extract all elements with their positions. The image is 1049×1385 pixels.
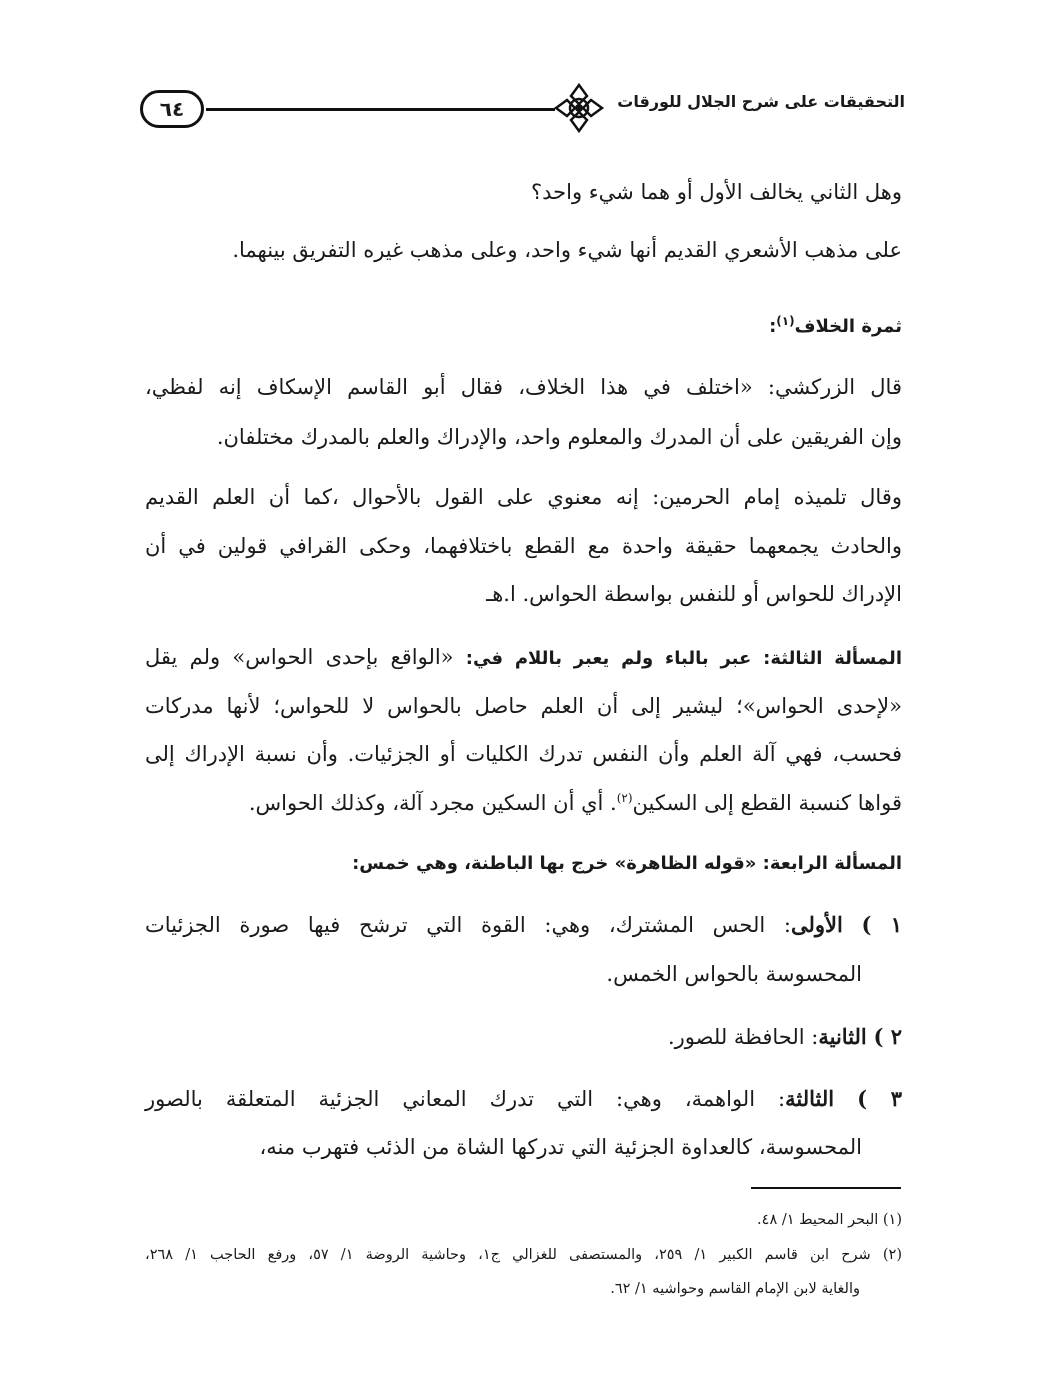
header-rule [206, 108, 555, 111]
inline-text: : الحس المشترك، وهي: القوة التي ترشح فيها صورة الجزئيات [145, 913, 791, 937]
list-item [145, 1086, 902, 1111]
inline-text: «الواقع بإحدى الحواس» ولم يقل [145, 645, 466, 669]
list-number: ١ ) [861, 912, 902, 937]
text-line [260, 1135, 902, 1159]
footnote-ref: (١) [776, 314, 795, 328]
list-item [145, 912, 902, 937]
inline-text: قواها كنسبة القطع إلى السكين [632, 791, 902, 815]
inline-text: المحسوسة، كالعداوة الجزئية التي تدركها الشاة من الذئب فتهرب منه، [259, 1135, 862, 1159]
list-number: ٢ ) [873, 1024, 902, 1049]
text-line [606, 962, 902, 986]
ornament-icon [553, 82, 605, 134]
issue-heading: المسألة الثالثة: عبر بالباء ولم يعبر باللام في: [465, 648, 902, 669]
text-line: وقال تلميذه إمام الحرمين: إنه معنوي على القول بالأحوال ،كما أن العلم القديم [145, 485, 902, 509]
footnote: (٢) شرح ابن قاسم الكبير ١/ ٢٥٩، والمستصفى للغزالي ج١، وحاشية الروضة ١/ ٥٧، ورفع الحاجب ١/ ٢٦٨، [145, 1247, 902, 1263]
text-line: والحادث يجمعهما حقيقة واحدة مع القطع باختلافهما، وحكى القرافي قولين في أن [145, 534, 902, 558]
running-title: التحقيقات على شرح الجلال للورقات [617, 92, 905, 111]
text-line: وإن الفريقين على أن المدرك والمعلوم واحد، والإدراك والعلم بالمدرك مختلفان. [216, 425, 902, 449]
page-header [140, 82, 905, 138]
list-number: ٣ ) [857, 1086, 902, 1111]
heading-colon: : [769, 316, 777, 337]
text-line [145, 645, 902, 669]
list-item [145, 1024, 902, 1049]
inline-text: : الحافظة للصور. [667, 1025, 819, 1049]
footnote [610, 1281, 902, 1297]
list-label: الثانية [818, 1024, 867, 1049]
heading-text: ثمرة الخلاف [794, 316, 902, 337]
footnote: (١) البحر المحيط ١/ ٤٨. [757, 1212, 902, 1228]
inline-text: : الواهمة، وهي: التي تدرك المعاني الجزئية المتعلقة بالصور [145, 1087, 786, 1111]
text-line: «لإحدى الحواس»؛ ليشير إلى أن العلم حاصل بالحواس لا للحواس؛ لأنها مدركات [145, 694, 902, 718]
footnote-rule [751, 1187, 901, 1189]
footnote-ref: (٢) [616, 791, 633, 805]
section-heading: المسألة الرابعة: «قوله الظاهرة» خرج بها الباطنة، وهي خمس: [352, 853, 902, 874]
inline-text: والغاية لابن الإمام القاسم وحواشيه ١/ ٦٢. [610, 1281, 860, 1297]
text-line: وهل الثاني يخالف الأول أو هما شيء واحد؟ [531, 180, 902, 204]
text-line: الإدراك للحواس أو للنفس بواسطة الحواس. ا.هـ [486, 582, 902, 606]
inline-text: المحسوسة بالحواس الخمس. [606, 962, 862, 986]
text-line: قال الزركشي: «اختلف في هذا الخلاف، فقال أبو القاسم الإسكاف إنه لفظي، [145, 375, 902, 399]
text-line: فحسب، فهي آلة العلم وأن النفس تدرك الكليات أو الجزئيات. وأن نسبة الإدراك إلى [145, 742, 902, 766]
list-label: الثالثة [785, 1086, 835, 1111]
page-number-badge: ٦٤ [140, 90, 204, 128]
inline-text: . أي أن السكين مجرد آلة، وكذلك الحواس. [248, 791, 617, 815]
text-line [145, 791, 902, 815]
section-heading [145, 314, 902, 337]
text-line: على مذهب الأشعري القديم أنها شيء واحد، وعلى مذهب غيره التفريق بينهما. [232, 238, 902, 262]
list-label: الأولى [790, 912, 843, 937]
